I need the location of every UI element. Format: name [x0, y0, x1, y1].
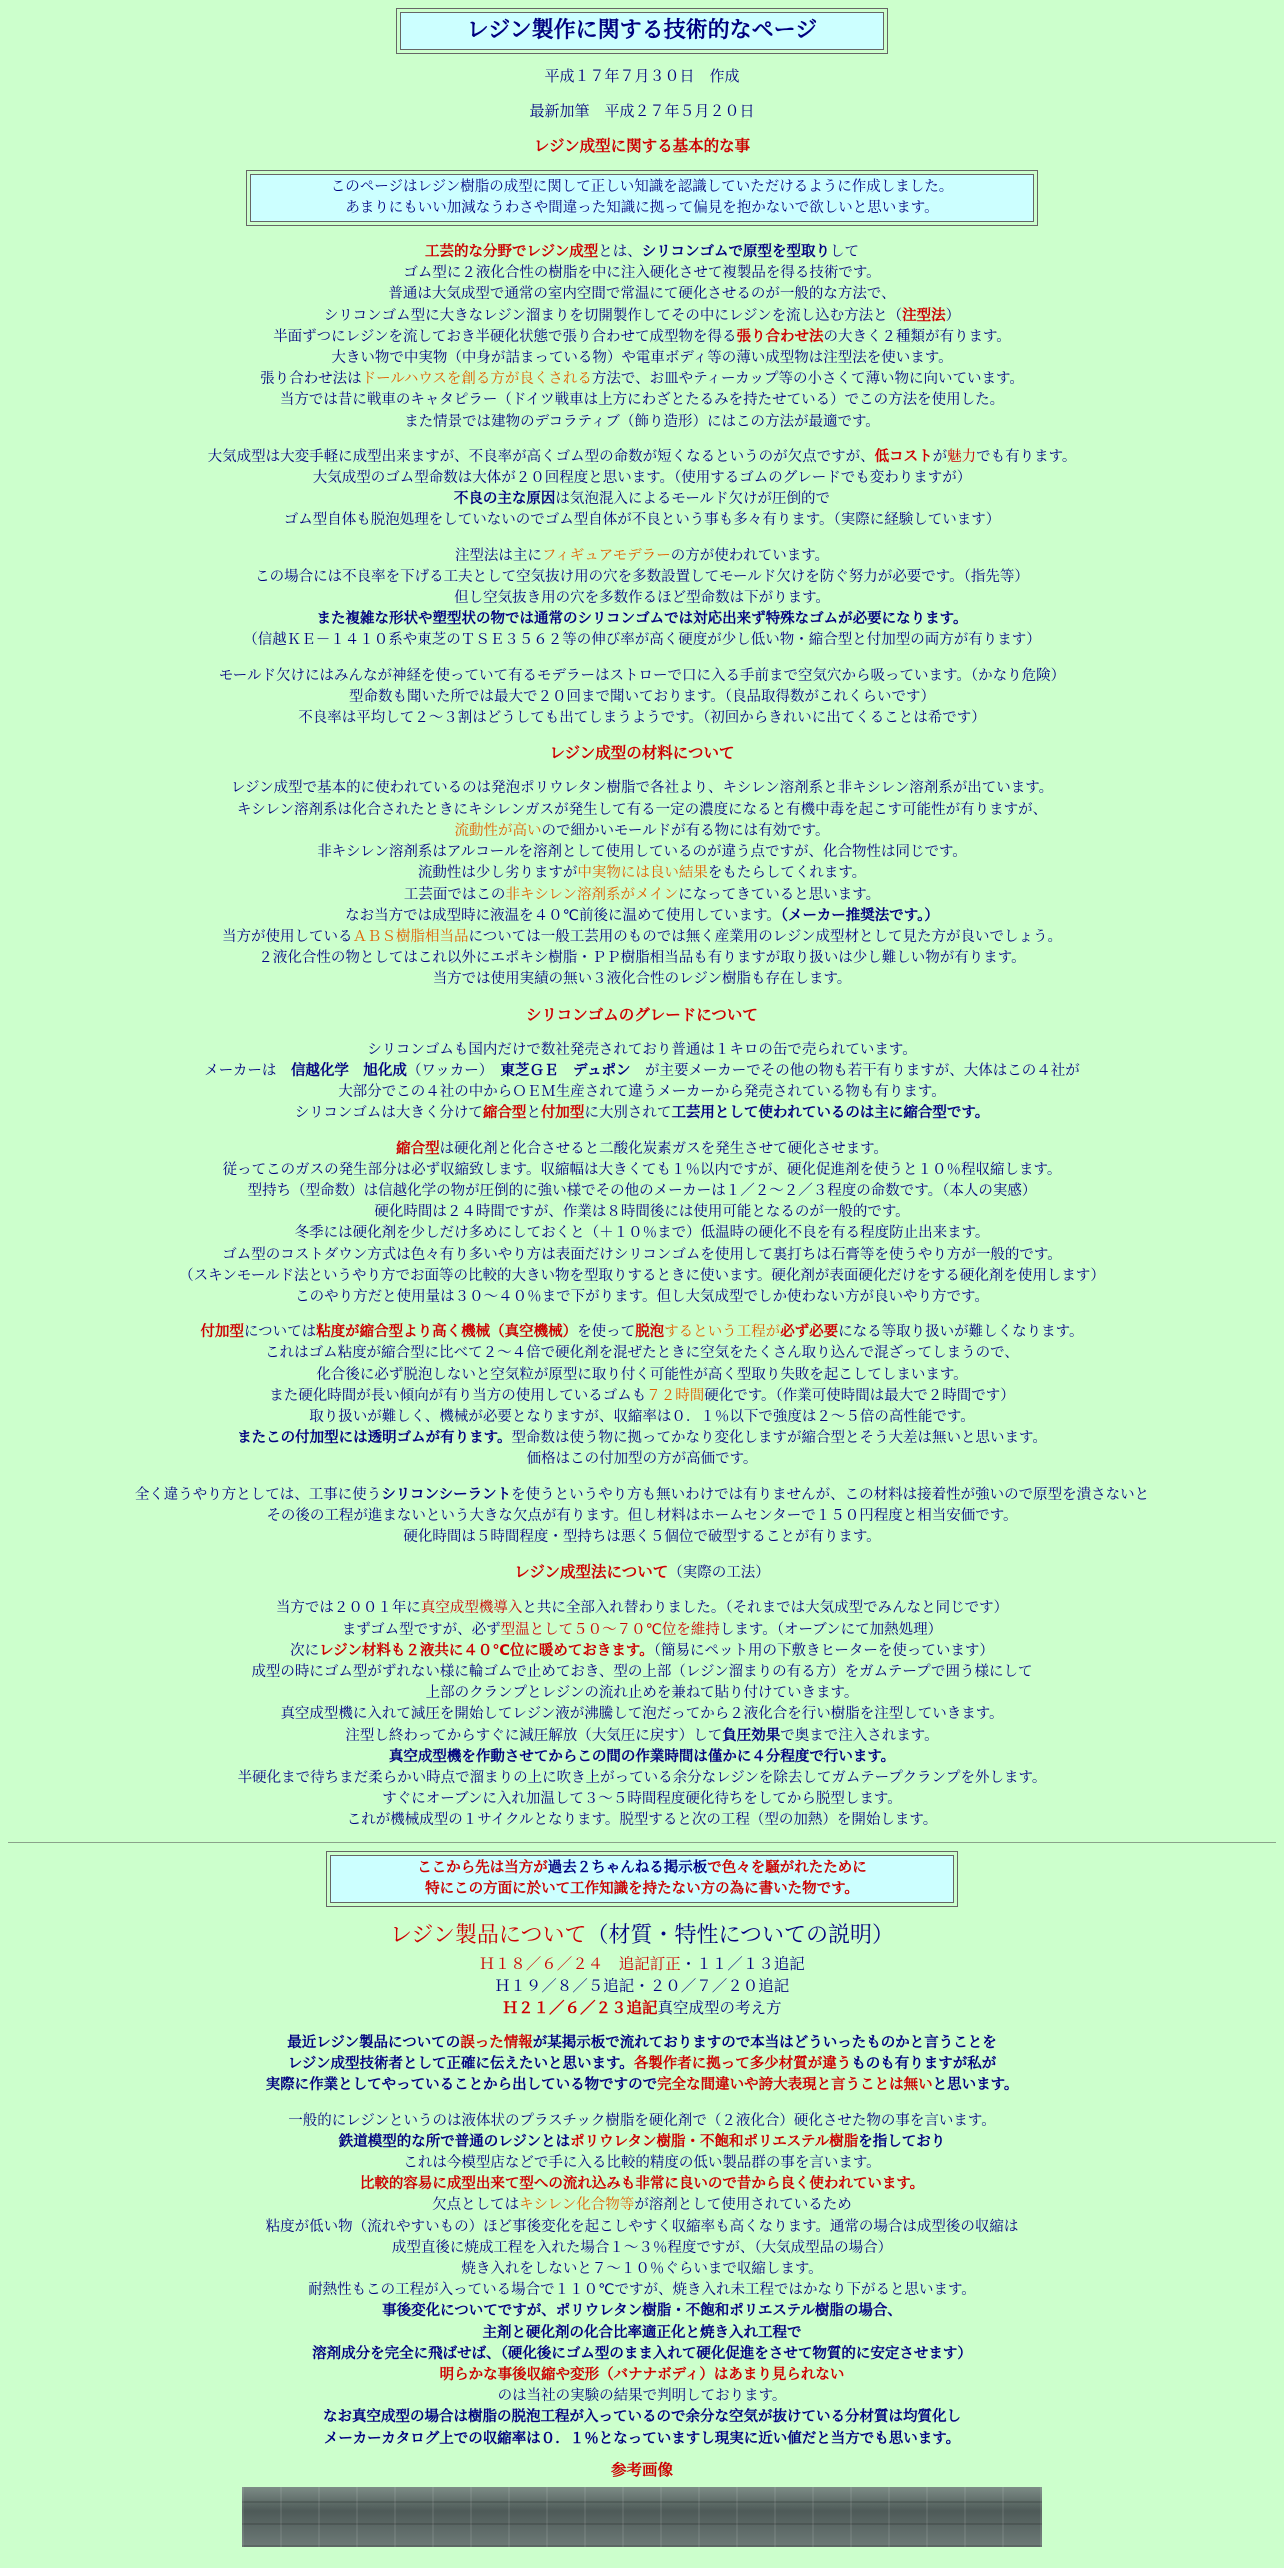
silicone-addition: [0, 1322, 1284, 1470]
text-line: 流動性が高いので細かいモールドが有る物には有効です。: [454, 822, 830, 839]
notice-line: ここから先は当方が過去２ちゃんねる掲示板で色々を騒がれたために: [417, 1859, 867, 1876]
revision-history: [0, 1953, 1284, 2019]
text-line: 当方では使用実績の無い３液化合性のレジン樹脂も存在します。: [432, 971, 852, 988]
revision-line: Ｈ１９／８／５追記・２０／７／２０追記: [494, 1977, 790, 1996]
basics-p2: [0, 447, 1284, 532]
title-frame: [396, 8, 888, 54]
text-line: ２液化合性の物としてはこれ以外にエポキシ樹脂・ＰＰ樹脂相当品も有りますが取り扱いは少し難しい物が有ります。: [258, 950, 1026, 967]
silicone-sealant: [0, 1485, 1284, 1549]
text-line: 不良率は平均して２～３割はどうしても出てしまうようです。（初回からきれいに出てくることは希です）: [298, 710, 986, 727]
products-p1: [0, 2033, 1284, 2097]
page-title: レジン製作に関する技術的なページ: [400, 12, 884, 50]
text-line: レジン成型で基本的に使われているのは発泡ポリウレタン樹脂で各社より、キシレン溶剤系と非キシレン溶剤系が出ています。: [230, 780, 1054, 797]
basics-p1: [0, 242, 1284, 433]
basics-p3: [0, 546, 1284, 652]
text-line: 大部分でこの４社の中からＯＥＭ生産されて違うメーカーから発売されている物も有ります。: [338, 1084, 946, 1101]
text-line: （信越ＫＥ－１４１０系や東芝のＴＳＥ３５６２等の伸び率が高く硬度が少し低い物・縮合型と付加型の両方が有ります）: [243, 632, 1041, 649]
text-line: 事後変化についてですが、ポリウレタン樹脂・不飽和ポリエステル樹脂の場合、: [382, 2303, 902, 2320]
text-line: 注型法は主にフィギュアモデラーの方が使われています。: [454, 547, 830, 564]
text-line: また硬化時間が長い傾向が有り当方の使用しているゴムも７２時間硬化です。（作業可使時間は最大で２時間です）: [269, 1387, 1015, 1404]
text-line: 硬化時間は２４時間ですが、作業は８時間後には使用可能となるのが一般的です。: [374, 1204, 910, 1221]
text-line: 大気成型は大変手軽に成型出来ますが、不良率が高くゴム型の命数が短くなるというのが欠点ですが、低コストが魅力でも有ります。: [207, 448, 1077, 465]
text-line: 焼き入れをしないと７～１０％ぐらいまで収縮します。: [461, 2261, 823, 2278]
basics-p4: [0, 666, 1284, 730]
notice-box: [330, 1855, 954, 1903]
text-line: 大気成型のゴム型命数は大体が２０回程度と思います。（使用するゴムのグレードでも変わりますが）: [312, 470, 972, 487]
text-line: 型命数も聞いた所では最大で２０回まで聞いております。（良品取得数がこれくらいです）: [348, 688, 936, 705]
text-line: またこの付加型には透明ゴムが有ります。型命数は使う物に拠ってかなり変化しますが縮合型とそう大差は無いと思います。: [237, 1430, 1047, 1447]
reference-photo: [242, 2487, 1042, 2547]
intro-line: あまりにもいい加減なうわさや間違った知識に拠って偏見を抱かないで欲しいと思います。: [345, 199, 939, 216]
text-line: 最近レジン製品についての誤った情報が某掲示板で流れておりますので本当はどういったものかと言うことを: [287, 2035, 997, 2052]
text-line: 価格はこの付加型の方が高価です。: [526, 1451, 758, 1468]
text-line: 注型し終わってからすぐに減圧解放（大気圧に戻す）して負圧効果で奥まで注入されます。: [345, 1727, 939, 1744]
updated-date: 最新加筆 平成２７年５月２０日: [529, 102, 755, 121]
products-heading: レジン製品について（材質・特性についての説明）: [389, 1923, 895, 1949]
text-line: 硬化時間は５時間程度・型持ちは悪く５個位で破型することが有ります。: [403, 1528, 881, 1545]
text-line: キシレン溶剤系は化合されたときにキシレンガスが発生して有る一定の濃度になると有機中毒を起こす可能性が有りますが、: [236, 801, 1048, 818]
text-line: なお真空成型の場合は樹脂の脱泡工程が入っているので余分な空気が抜けている分材質は均質化し: [323, 2409, 961, 2426]
text-line: 耐熱性もこの工程が入っている場合で１１０℃ですが、焼き入れ未工程ではかなり下がると思います。: [308, 2282, 976, 2299]
text-line: 半硬化まで待ちまだ柔らかい時点で溜まりの上に吹き上がっている余分なレジンを除去してガムテープクランプを外します。: [237, 1770, 1047, 1787]
text-line: このやり方だと使用量は３０～４０％まで下がります。但し大気成型でしか使わない方が良いやり方です。: [295, 1288, 989, 1305]
text-line: また複雑な形状や塑型状の物では通常のシリコンゴムでは対応出来ず特殊なゴムが必要になります。: [316, 611, 968, 628]
text-line: 次にレジン材料も２液共に４０℃位に暖めておきます。（簡易にペット用の下敷きヒーターを使っています）: [290, 1642, 994, 1659]
text-line: 明らかな事後収縮や変形（バナナボディ）はあまり見られない: [439, 2367, 845, 2384]
text-line: これが機械成型の１サイクルとなります。脱型すると次の工程（型の加熱）を開始します。: [346, 1812, 938, 1829]
text-line: 工芸的な分野でレジン成型とは、シリコンゴムで原型を型取りして: [425, 244, 859, 261]
silicone-intro: [0, 1040, 1284, 1125]
divider: [8, 1842, 1276, 1843]
text-line: 欠点としてはキシレン化合物等が溶剤として使用されているため: [432, 2197, 852, 2214]
method-heading: レジン成型法について（実際の工法）: [514, 1563, 770, 1582]
text-line: 縮合型は硬化剤と化合させると二酸化炭素ガスを発生させて硬化させます。: [396, 1140, 888, 1157]
text-line: また情景では建物のデコラティブ（飾り造形）にはこの方法が最適です。: [404, 413, 880, 430]
text-line: 張り合わせ法はドールハウスを創る方が良くされる方法で、お皿やティーカップ等の小さくて薄い物に向いています。: [260, 371, 1024, 388]
text-line: のは当社の実験の結果で判明しております。: [497, 2388, 787, 2405]
text-line: 実際に作業としてやっていることから出している物ですので完全な間違いや誇大表現と言うことは無いと思います。: [265, 2077, 1019, 2094]
text-line: 大きい物で中実物（中身が詰まっている物）や電車ボディ等の薄い成型物は注型法を使います。: [331, 350, 953, 367]
text-line: 不良の主な原因は気泡混入によるモールド欠けが圧倒的で: [453, 491, 831, 508]
text-line: 当方では２００１年に真空成型機導入と共に全部入れ替わりました。（それまでは大気成型でみんなと同じです）: [275, 1600, 1009, 1617]
text-line: これは今模型店などで手に入る比較的精度の低い製品群の事を言います。: [403, 2155, 881, 2172]
text-line: すぐにオーブンに入れ加温して３～５時間程度硬化待ちをしてから脱型します。: [382, 1791, 902, 1808]
intro-box: [250, 174, 1034, 222]
text-line: 取り扱いが難しく、機械が必要となりますが、収縮率は０．１％以下で強度は２～５倍の高性能です。: [309, 1408, 975, 1425]
text-line: 流動性は少し劣りますが中実物には良い結果をもたらしてくれます。: [417, 865, 867, 882]
text-line: まずゴム型ですが、必ず型温として５０～７０℃位を維持します。（オーブンにて加熱処理）: [341, 1621, 943, 1638]
materials-body: [0, 778, 1284, 990]
text-line: 工芸面ではこの非キシレン溶剤系がメインになってきていると思います。: [403, 886, 881, 903]
text-line: 粘度が低い物（流れやすいもの）ほど事後変化を起こしやすく収縮率も高くなります。通常の場合は成型後の収縮は: [265, 2218, 1019, 2235]
text-line: モールド欠けにはみんなが神経を使っていて有るモデラーはストローで口に入る手前まで空気穴から吸っています。（かなり危険）: [218, 667, 1066, 684]
text-line: 従ってこのガスの発生部分は必ず収縮致します。収縮幅は大きくても１％以内ですが、硬化促進剤を使うと１０％程収縮します。: [222, 1161, 1062, 1178]
text-line: ゴム型のコストダウン方式は色々有り多いやり方は表面だけシリコンゴムを使用して裏打ちは石膏等を使うやり方が一般的です。: [222, 1246, 1062, 1263]
text-line: 一般的にレジンというのは液体状のプラスチック樹脂を硬化剤で（２液化合）硬化させた物の事を言います。: [288, 2112, 996, 2129]
text-line: 主剤と硬化剤の化合比率適正化と焼き入れ工程で: [482, 2324, 802, 2341]
text-line: 化合後に必ず脱泡しないと空気粒が原型に取り付く可能性が高く型取り失敗を起こしてしまいます。: [316, 1366, 968, 1383]
materials-heading: レジン成型の材料について: [549, 744, 735, 763]
text-line: 比較的容易に成型出来て型への流れ込みも非常に良いので昔から良く使われています。: [359, 2176, 925, 2193]
revision-line: Ｈ１８／６／２４ 追記訂正・１１／１３追記: [479, 1955, 805, 1974]
basics-heading: レジン成型に関する基本的な事: [533, 137, 751, 156]
text-line: 当方が使用しているＡＢＳ樹脂相当品については一般工芸用のものでは無く産業用のレジン成型材として見た方が良いでしょう。: [222, 928, 1062, 945]
text-line: ゴム型自体も脱泡処理をしていないのでゴム型自体が不良という事も多々有ります。（実際に経験しています）: [283, 512, 1001, 529]
text-line: 型持ち（型命数）は信越化学の物が圧倒的に強い様でその他のメーカーは１／２～２／３程度の命数です。（本人の実感）: [247, 1182, 1037, 1199]
text-line: （スキンモールド法というやり方でお面等の比較的大きい物を型取りするときに使います。硬化剤が表面硬化だけをする硬化剤を使用します）: [179, 1267, 1105, 1284]
text-line: 但し空気抜き用の穴を多数作るほど型命数は下がります。: [454, 590, 830, 607]
text-line: 全く違うやり方としては、工事に使うシリコンシーラントを使うというやり方も無いわけでは有りませんが、この材料は接着性が強いので原型を潰さないと: [134, 1486, 1150, 1503]
text-line: 上部のクランプとレジンの流れ止めを兼ねて貼り付けていきます。: [425, 1685, 859, 1702]
text-line: その後の工程が進まないという大きな欠点が有ります。但し材料はホームセンターで１５０円程度と相当安価です。: [266, 1507, 1018, 1524]
text-line: 半面ずつにレジンを流しておき半硬化状態で張り合わせて成型物を得る張り合わせ法の大きく２種類が有ります。: [273, 328, 1011, 345]
text-line: 成型の時にゴム型がずれない様に輪ゴムで止めておき、型の上部（レジン溜まりの有る方）をガムテープで囲う様にして: [251, 1664, 1033, 1680]
text-line: 普通は大気成型で通常の室内空間で常温にて硬化させるのが一般的な方法で、: [388, 286, 896, 303]
products-p2: [0, 2111, 1284, 2450]
intro-line: このページはレジン樹脂の成型に関して正しい知識を認識していただけるように作成しました。: [330, 178, 954, 195]
text-line: この場合には不良率を下げる工夫として空気抜け用の穴を多数設置してモールド欠けを防ぐ努力が必要です。（指先等）: [255, 568, 1029, 585]
notice-frame: [326, 1851, 958, 1907]
text-line: シリコンゴムは大きく分けて縮合型と付加型に大別されて工芸用として使われているのは主に縮合型です。: [294, 1105, 990, 1122]
text-line: 鉄道模型的な所で普通のレジンとはポリウレタン樹脂・不飽和ポリエステル樹脂を指しており: [338, 2133, 946, 2150]
text-line: シリコンゴムも国内だけで数社発売されており普通は１キロの缶で売られています。: [367, 1041, 917, 1058]
text-line: これはゴム粘度が縮合型に比べて２～４倍で硬化剤を混ぜたときに空気をたくさん取り込んで混ざってしまうので、: [265, 1345, 1019, 1362]
text-line: なお当方では成型時に液温を４０℃前後に温めて使用しています。（メーカー推奨法です。）: [345, 907, 939, 924]
text-line: レジン成型技術者として正確に伝えたいと思います。各製作者に拠って多少材質が違うものも有りますが私が: [287, 2056, 997, 2073]
text-line: 真空成型機を作動させてからこの間の作業時間は僅かに４分程度で行います。: [388, 1748, 896, 1765]
text-line: 付加型については粘度が縮合型より高く機械（真空機械）を使って脱泡するという工程が必ず必要になる等取り扱いが難しくなります。: [200, 1324, 1084, 1341]
created-date: 平成１７年７月３０日 作成: [544, 67, 740, 85]
text-line: 成型直後に焼成工程を入れた場合１～３％程度ですが、（大気成型品の場合）: [391, 2239, 893, 2256]
text-line: シリコンゴム型に大きなレジン溜まりを切開製作してその中にレジンを流し込む方法と（注型法）: [323, 307, 961, 324]
text-line: 冬季には硬化剤を少しだけ多めにしておくと（＋１０％まで）低温時の硬化不良を有る程度防止出来ます。: [294, 1225, 990, 1242]
text-line: メーカーカタログ上での収縮率は０．１％となっていますし現実に近い値だと当方でも思います。: [323, 2430, 961, 2447]
silicone-heading: シリコンゴムのグレードについて: [526, 1005, 758, 1024]
revision-line: Ｈ２１／６／２３追記真空成型の考え方: [502, 1999, 782, 2018]
text-line: ゴム型に２液化合性の樹脂を中に注入硬化させて複製品を得る技術です。: [403, 265, 881, 282]
text-line: 真空成型機に入れて減圧を開始してレジン液が沸騰して泡だってから２液化合を行い樹脂を注型していきます。: [280, 1706, 1004, 1723]
method-body: [0, 1598, 1284, 1831]
text-line: 非キシレン溶剤系はアルコールを溶剤として使用しているのが違う点ですが、化合物性は同じです。: [317, 844, 967, 861]
silicone-condensation: [0, 1139, 1284, 1309]
text-line: メーカーは 信越化学 旭化成（ワッカー） 東芝ＧＥ デュポン が主要メーカーでその他の物も若干有りますが、大体はこの４社が: [204, 1062, 1080, 1079]
notice-line: 特にこの方面に於いて工作知識を持たない方の為に書いた物です。: [425, 1880, 859, 1897]
text-line: 溶剤成分を完全に飛ばせば、（硬化後にゴム型のまま入れて硬化促進をさせて物質的に安定させます）: [312, 2345, 972, 2362]
text-line: 当方では昔に戦車のキャタピラー（ドイツ戦車は上方にわざとたるみを持たせている）でこの方法を使用した。: [279, 392, 1005, 409]
intro-frame: [246, 170, 1038, 226]
reference-image-label: 参考画像: [610, 2460, 673, 2479]
